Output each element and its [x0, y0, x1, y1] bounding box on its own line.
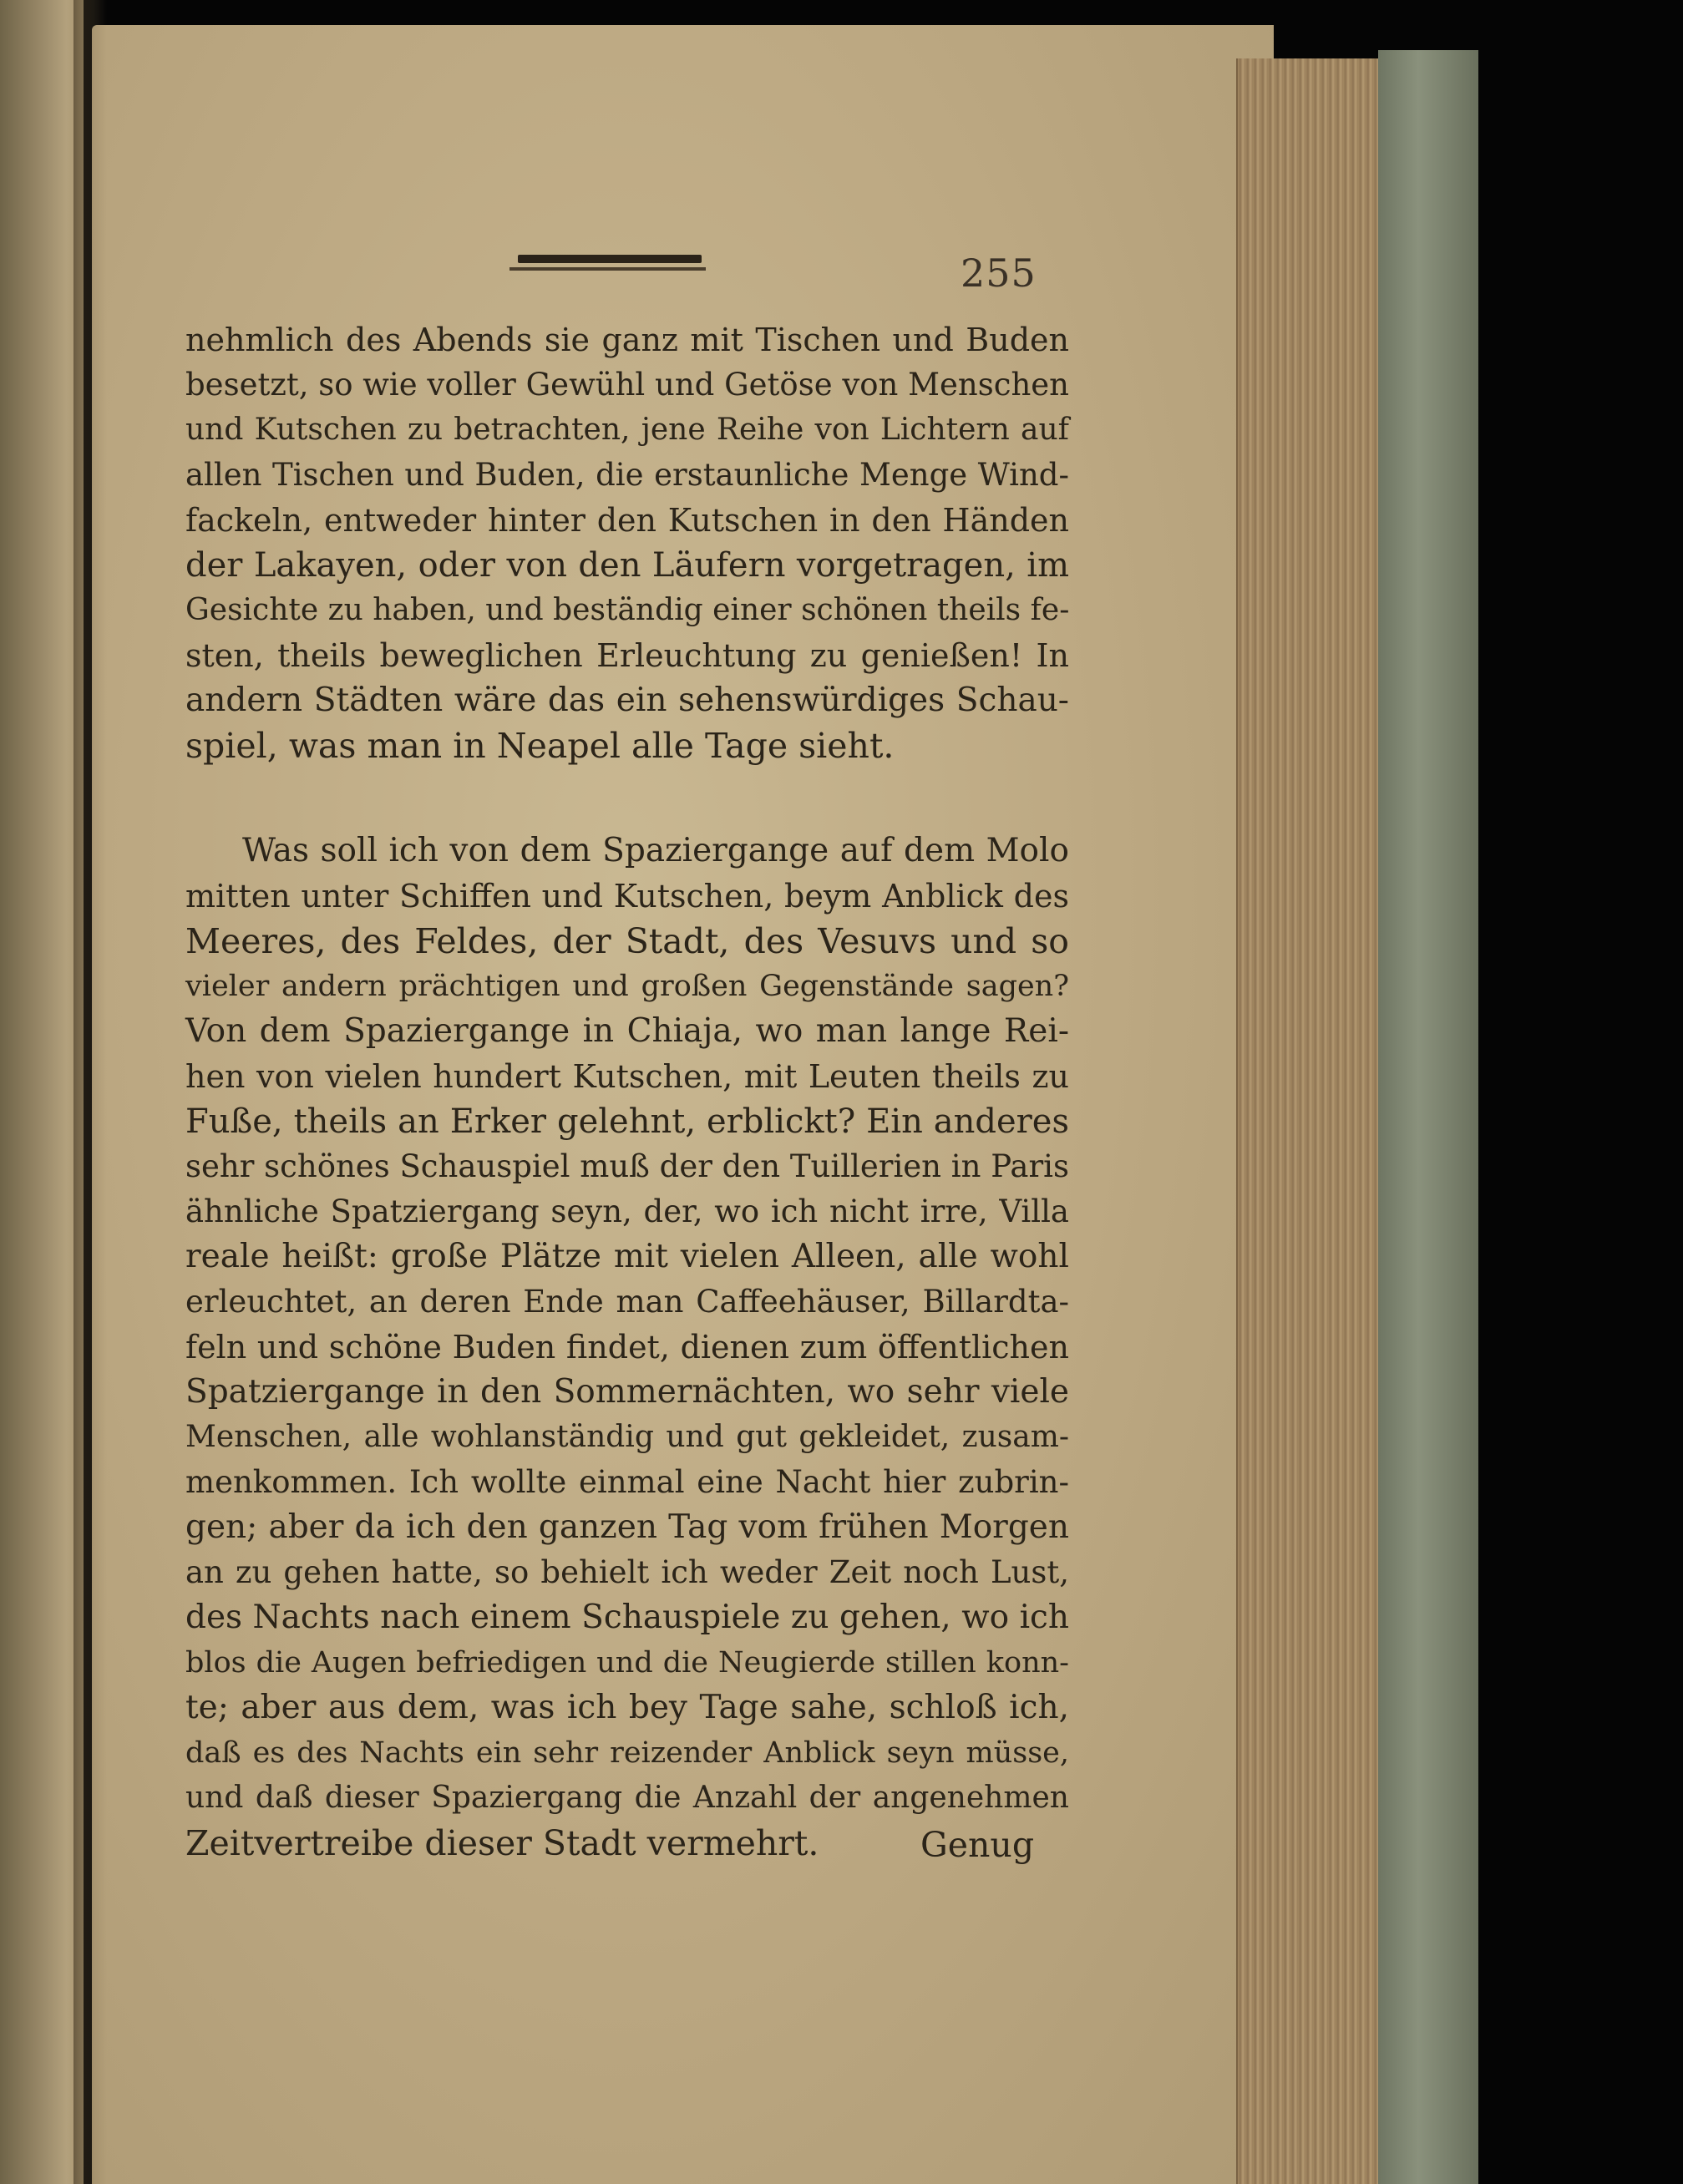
book-cover	[1378, 50, 1478, 2184]
text-line: menkommen. Ich wollte einmal eine Nacht hier zubrin-	[185, 1464, 1069, 1500]
text-line: te; aber aus dem, was ich bey Tage sahe, schloß ich,	[185, 1689, 1069, 1726]
text-line: feln und schöne Buden findet, dienen zum öffentlichen	[185, 1329, 1069, 1366]
text-line: allen Tischen und Buden, die erstaunliche Menge Wind-	[185, 457, 1069, 493]
text-line: Spatziergange in den Sommernächten, wo sehr viele	[185, 1373, 1069, 1411]
text-line: besetzt, so wie voller Gewühl und Getöse von Menschen	[185, 367, 1069, 403]
text-line: vieler andern prächtigen und großen Gegenstände sagen?	[185, 970, 1069, 1003]
book-gutter	[74, 0, 107, 2184]
body-text	[185, 317, 1069, 1866]
paragraph-2	[185, 829, 1069, 1866]
page-number: 255	[961, 251, 1037, 296]
text-line: Fuße, theils an Erker gelehnt, erblickt? Ein anderes	[185, 1102, 1069, 1141]
text-line: andern Städten wäre das ein sehenswürdiges Schau-	[185, 682, 1069, 719]
text-line: Zeitvertreibe dieser Stadt vermehrt.	[185, 1823, 819, 1863]
text-line: und Kutschen zu betrachten, jene Reihe von Lichtern auf	[185, 413, 1069, 447]
catchword: Genug	[920, 1825, 1035, 1865]
text-line: Von dem Spaziergange in Chiaja, wo man lange Rei-	[185, 1012, 1069, 1050]
text-line: fackeln, entweder hinter den Kutschen in den Händen	[185, 502, 1069, 539]
left-page-edge	[0, 0, 84, 2184]
text-line: mitten unter Schiffen und Kutschen, beym Anblick des	[185, 878, 1069, 915]
header-rule-thin	[509, 267, 706, 271]
text-line: spiel, was man in Neapel alle Tage sieht.	[185, 726, 895, 766]
text-line: hen von vielen hundert Kutschen, mit Leuten theils zu	[185, 1058, 1069, 1095]
text-line: sten, theils beweglichen Erleuchtung zu genießen! In	[185, 637, 1069, 674]
text-line: daß es des Nachts ein sehr reizender Anblick seyn müsse,	[185, 1736, 1069, 1770]
text-line: erleuchtet, an deren Ende man Caffeehäuser, Billardta-	[185, 1284, 1069, 1320]
text-line: sehr schönes Schauspiel muß der den Tuillerien in Paris	[185, 1148, 1069, 1184]
text-line: des Nachts nach einem Schauspiele zu gehen, wo ich	[185, 1599, 1069, 1636]
text-line: Meeres, des Feldes, der Stadt, des Vesuvs und so	[185, 921, 1069, 961]
header-rule	[518, 255, 702, 263]
text-line: reale heißt: große Plätze mit vielen Alleen, alle wohl	[185, 1238, 1069, 1275]
text-line: Menschen, alle wohlanständig und gut gekleidet, zusam-	[185, 1420, 1069, 1454]
text-line: Gesichte zu haben, und beständig einer schönen theils fe-	[185, 593, 1070, 627]
paragraph-gap	[185, 768, 1069, 829]
text-line: der Lakayen, oder von den Läufern vorgetragen, im	[185, 546, 1069, 585]
text-line: blos die Augen befriedigen und die Neugierde stillen konn-	[185, 1646, 1069, 1680]
text-line: gen; aber da ich den ganzen Tag vom frühen Morgen	[185, 1508, 1069, 1546]
text-line: ähnliche Spatziergang seyn, der, wo ich nicht irre, Villa	[185, 1193, 1069, 1229]
text-line: nehmlich des Abends sie ganz mit Tischen und Buden	[185, 322, 1069, 358]
paragraph-1	[185, 317, 1069, 768]
text-line: Was soll ich von dem Spaziergange auf dem Molo	[242, 832, 1069, 869]
text-line: an zu gehen hatte, so behielt ich weder Zeit noch Lust,	[185, 1554, 1069, 1590]
text-line: und daß dieser Spaziergang die Anzahl der angenehmen	[185, 1781, 1069, 1815]
